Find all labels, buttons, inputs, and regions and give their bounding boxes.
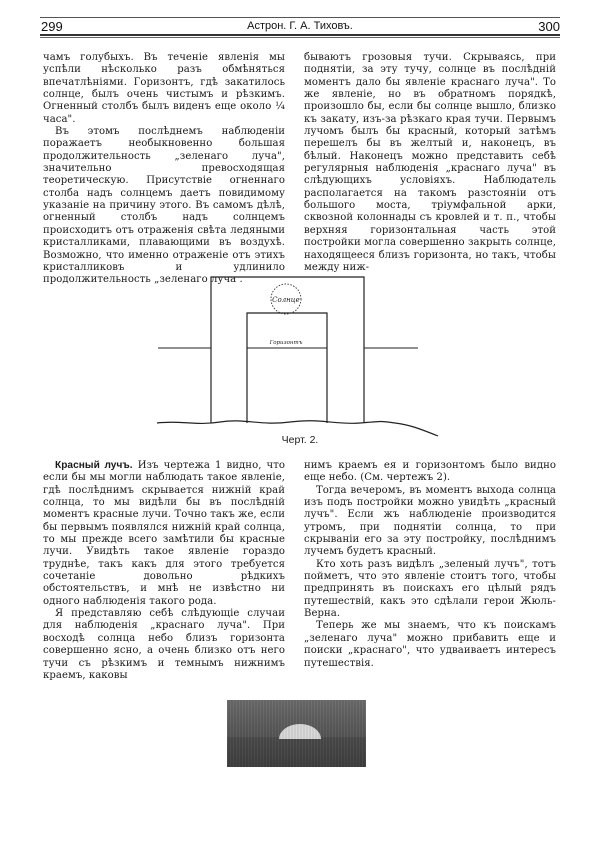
running-head: Астрон. Г. А. Тиховъ.: [247, 20, 353, 32]
figure-2-diagram: [150, 270, 450, 450]
header-rule-bottom: [40, 34, 560, 36]
right-column-top: [304, 52, 556, 274]
figure-caption: Черт. 2.: [281, 434, 319, 446]
paragraph: Кто хоть разъ видѣлъ „зеленый лучъ", тотъ пойметъ, что это явленіе стоитъ того, чтобы предпринять въ поискахъ его цѣлый рядъ путешествій, какъ это сдѣлали герои Жюль-Верна.: [304, 558, 556, 620]
photo-grain: [227, 700, 366, 767]
left-column-bottom: [43, 460, 285, 682]
paragraph: чамъ голубыхъ. Въ теченіе явленія мы успѣли нѣсколько разъ обмѣняться впечатлѣніями. Горизонтъ, гдѣ закатилось солнце, былъ очень чистымъ и рѣзкимъ. Огненный столбъ былъ виденъ еще около ¼ часа".: [43, 52, 285, 125]
arch-diagram-icon: [150, 270, 450, 450]
page-number-left: 299: [41, 19, 63, 34]
paragraph: [43, 460, 285, 608]
paragraph: Тогда вечеромъ, въ моментъ выхода солнца изъ подъ постройки можно увидѣть „красный лучъ". Если жъ наблюденіе производится утромъ, при поднятіи солнца, то при скрываніи его за эту постройку, послѣднимъ лучемъ будетъ красный.: [304, 484, 556, 558]
right-column-bottom: [304, 460, 556, 670]
paragraph: бываютъ грозовыя тучи. Скрываясь, при поднятіи, за эту тучу, солнце въ послѣдній моментъ дало бы явленіе краснаго луча". То же явленіе, но въ обратномъ порядкѣ, произошло бы, если бы солнце вышло, близко къ закату, изъ-за рѣзкаго края тучи. Первымъ лучомъ былъ бы красный, который затѣмъ перешелъ бы въ желтый и, наконецъ, въ бѣлый. Наконецъ можно представить себѣ регулярныя наблюденія „краснаго луча" въ слѣдующихъ условіяхъ. Наблюдатель располагается на такомъ разстояніи отъ большого моста, тріумфальной арки, сквозной колоннады съ кровлей и т. п., чтобы верхняя горизонтальная часть этой постройки могла совершенно закрыть солнце, находящееся близъ горизонта, но такъ, чтобы между ниж-: [304, 52, 556, 273]
sun-label: Солнце: [272, 296, 300, 304]
header-rule-bottom-thin: [40, 37, 560, 38]
section-heading: Красный лучъ.: [55, 460, 133, 471]
paragraph: Въ этомъ послѣднемъ наблюденіи поражаетъ необыкновенно большая продолжительность „зеленаго луча", значительно превосходящая теоретическую. Присутствіе огненнаго столба надъ солнцемъ даетъ повидимому указаніе на причину этого. Въ самомъ дѣлѣ, огненный столбъ надъ солнцемъ происходитъ отъ отраженія свѣта ледяными кристалликами, плавающими въ воздухѣ. Возможно, что именно отраженіе отъ этихъ кристалликовъ и удлинило продолжительность „зеленаго луча .: [43, 126, 285, 286]
paragraph: Теперь же мы знаемъ, что къ поискамъ „зеленаго луча" можно прибавить еще и поиски „краснаго", что удваиваетъ интересъ путешествія.: [304, 620, 556, 669]
paragraph: Я представляю себѣ слѣдующіе случаи для наблюденія „краснаго луча". При восходѣ солнца небо близъ горизонта совершенно ясно, а очень близко отъ него тучи съ рѣзкимъ и темнымъ нижнимъ краемъ, каковы: [43, 608, 285, 681]
left-column-top: [43, 52, 285, 287]
horizon-label: Горизонтъ: [269, 340, 303, 346]
paragraph-text: Изъ чертежа 1 видно, что если бы мы могли наблюдать такое явленіе, гдѣ послѣднимъ скрывается нижній край солнца, то мы видѣли бы въ послѣдній моментъ красные лучи. Точно такъ же, если бы первымъ появлялся нижній край солнца, то мы прежде всего замѣтили бы красные лучи. Увидѣть такое явленіе гораздо труднѣе, такъ какъ для этого требуется сочетаніе довольно рѣдкихъ обстоятельствъ, и мнѣ не извѣстно ни одного наблюденія такого рода.: [43, 460, 285, 607]
header-rule-top: [40, 17, 560, 18]
page-number-right: 300: [538, 19, 560, 34]
sunrise-photograph: [227, 700, 366, 767]
paragraph: нимъ краемъ ея и горизонтомъ было видно еще небо. (См. чертежъ 2).: [304, 460, 556, 484]
